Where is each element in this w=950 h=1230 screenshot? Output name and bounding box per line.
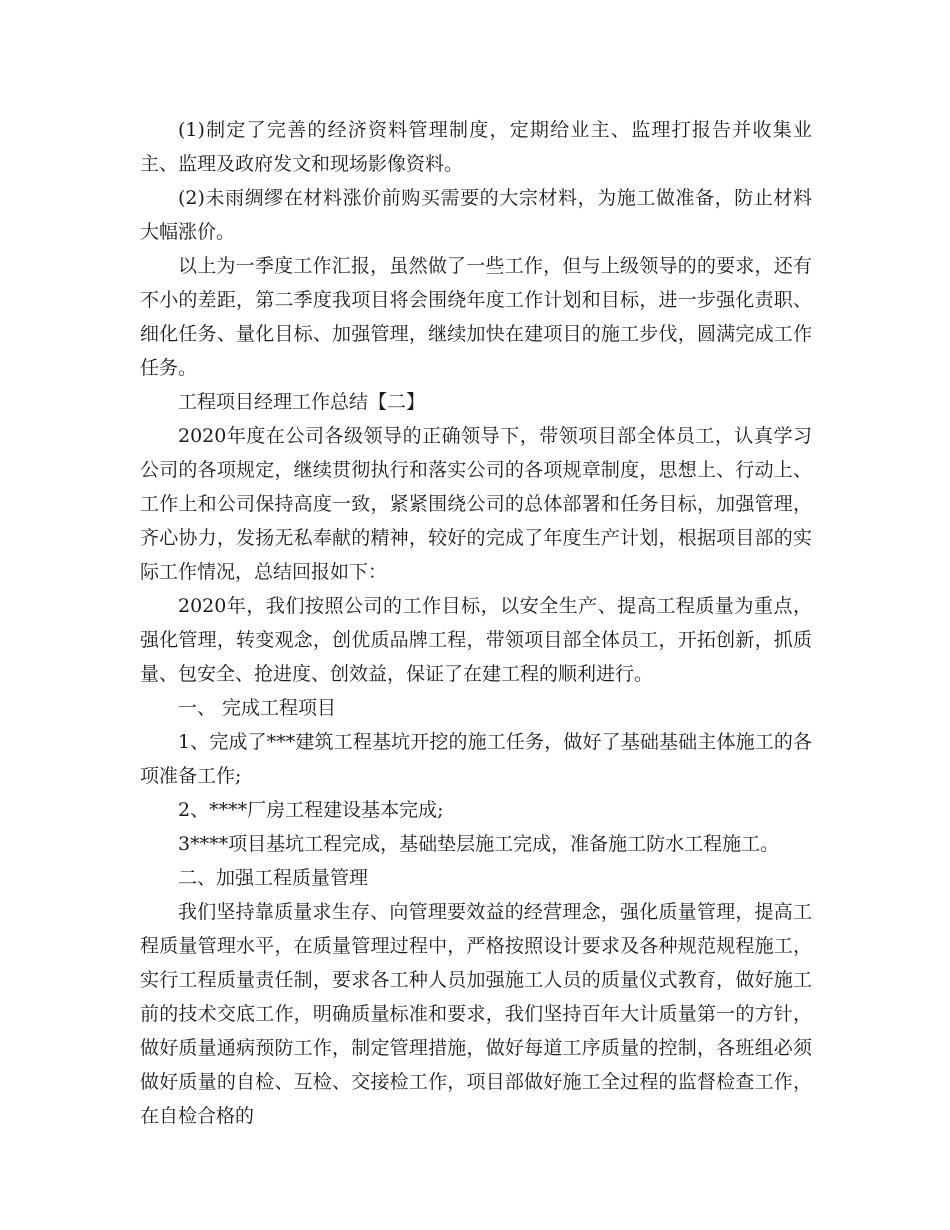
paragraph-2020-goals: 2020年，我们按照公司的工作目标，以安全生产、提高工程质量为重点，强化管理，转变观念，创优质品牌工程，带领项目部全体员工，开拓创新，抓质量、包安全、抢进度、创效益，保证了在建工程的顺利进行。 bbox=[140, 595, 812, 685]
section-title-summary-two: 工程项目经理工作总结【二】 bbox=[178, 391, 426, 413]
list-item-project-1: 1、完成了***建筑工程基坑开挖的施工任务，做好了基础基础主体施工的各项准备工作; bbox=[140, 731, 812, 787]
list-item-project-3: 3****项目基坑工程完成，基础垫层施工完成，准备施工防水工程施工。 bbox=[178, 833, 780, 855]
document-body bbox=[140, 113, 812, 1133]
paragraph-economic-data-management: (1)制定了完善的经济资料管理制度，定期给业主、监理打报告并收集业主、监理及政府发文和现场影像资料。 bbox=[140, 119, 812, 175]
list-item-project-2: 2、****厂房工程建设基本完成; bbox=[178, 799, 444, 821]
paragraph-quality-management: 我们坚持靠质量求生存、向管理要效益的经营理念，强化质量管理，提高工程质量管理水平，在质量管理过程中，严格按照设计要求及各种规范规程施工，实行工程质量责任制，要求各工种人员加强施工人员的质量仪式教育，做好施工前的技术交底工作，明确质量标准和要求，我们坚持百年大计质量第一的方针，做好质量通病预防工作，制定管理措施，做好每道工序质量的控制，各班组必须做好质量的自检、互检、交接检工作，项目部做好施工全过程的监督检查工作，在自检合格的 bbox=[140, 901, 812, 1127]
heading-quality-management: 二、加强工程质量管理 bbox=[178, 867, 369, 889]
paragraph-material-purchase: (2)未雨绸缪在材料涨价前购买需要的大宗材料，为施工做准备，防止材料大幅涨价。 bbox=[140, 187, 812, 243]
paragraph-q1-summary: 以上为一季度工作汇报，虽然做了一些工作，但与上级领导的的要求，还有不小的差距，第二季度我项目将会围绕年度工作计划和目标，进一步强化责职、细化任务、量化目标、加强管理，继续加快在建项目的施工步伐，圆满完成工作任务。 bbox=[140, 255, 812, 379]
heading-completed-projects: 一、 完成工程项目 bbox=[178, 697, 337, 719]
paragraph-2020-overview: 2020年度在公司各级领导的正确领导下，带领项目部全体员工，认真学习公司的各项规定，继续贯彻执行和落实公司的各项规章制度，思想上、行动上、工作上和公司保持高度一致，紧紧围绕公司的总体部署和任务目标，加强管理，齐心协力，发扬无私奉献的精神，较好的完成了年度生产计划，根据项目部的实际工作情况，总结回报如下： bbox=[140, 425, 812, 583]
